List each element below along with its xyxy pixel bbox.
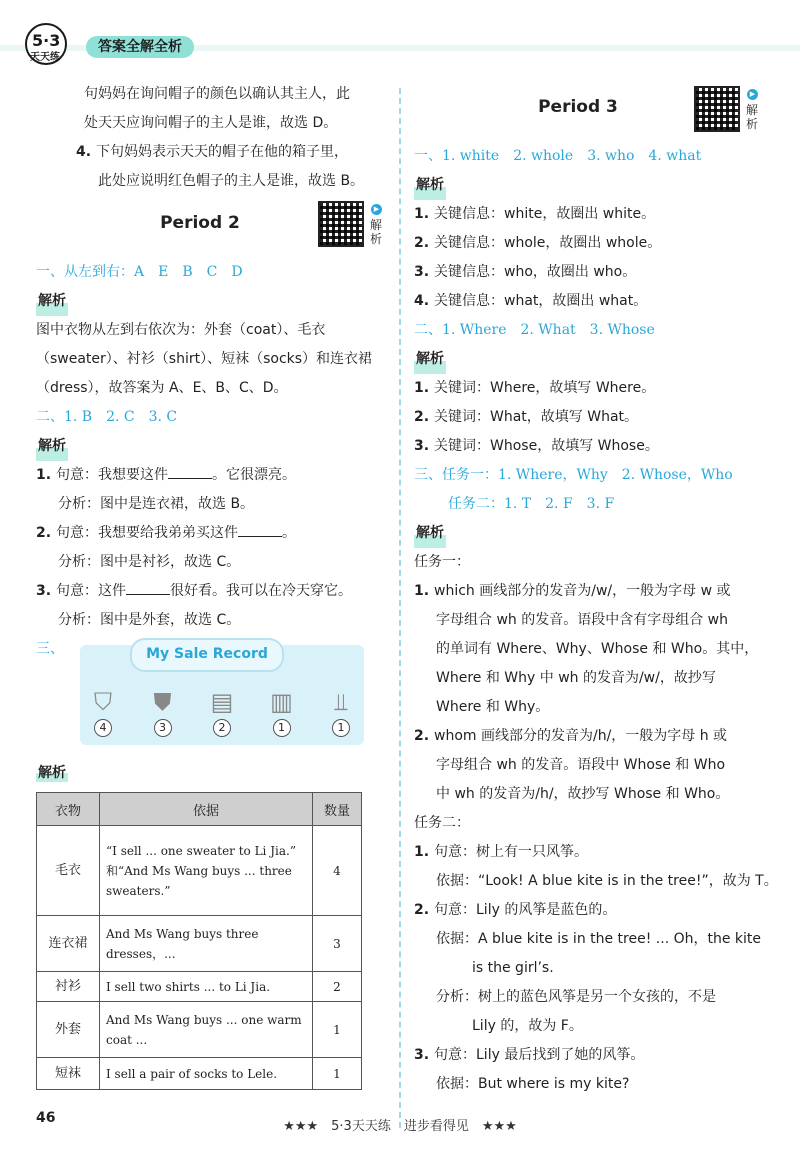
qr-code-icon[interactable] [318,201,364,247]
text-line: 关键信息：white，故圈出 white。 [434,206,656,222]
question-text: 。 [282,525,296,541]
sale-item [203,688,241,737]
table-cell-basis: And Ms Wang buys three dresses，... [100,916,313,972]
item-number: 1. [414,206,430,222]
question-text: 句意：树上有一只风筝。 [434,844,588,860]
item-number: 1. [36,467,52,483]
qr-label: 解析 [746,103,759,131]
table-cell-item: 短袜 [37,1058,100,1090]
sale-item [263,688,301,737]
table-row [37,826,362,916]
sale-record-title: My Sale Record [130,638,284,672]
item-number: 2. [414,902,430,918]
item-number: 3. [414,1047,430,1063]
text-line: 关键信息：who，故圈出 who。 [434,264,637,280]
jiexi-heading: 解析 [414,519,446,548]
item-number: 2. [414,409,430,425]
right-content [414,142,784,1099]
socks-icon: ⫫ [334,688,348,716]
table-cell-basis: I sell a pair of socks to Lele. [100,1058,313,1090]
item-number: 1. [414,583,430,599]
table-cell-count: 3 [313,916,362,972]
text-line: 关键信息：whole，故圈出 whole。 [434,235,662,251]
count-badge: 2 [213,719,231,737]
section-3-answer: 任务二：1. T 2. F 3. F [448,496,615,512]
jiexi-heading: 解析 [36,762,68,782]
sale-item [144,688,182,737]
text-line: which 画线部分的发音为/w/，一般为字母 w 或 [434,583,731,599]
item-number: 1. [414,844,430,860]
period-2-title: Period 2 [160,213,240,233]
count-badge: 1 [273,719,291,737]
jiexi-heading: 解析 [36,287,68,316]
table-row [37,1002,362,1058]
svg-text:5·3: 5·3 [32,31,61,50]
section-3-label: 三、 [36,641,64,657]
question-text: 句意：Lily 最后找到了她的风筝。 [434,1047,645,1063]
text-line: Where 和 Why。 [436,699,550,715]
table-cell-count: 4 [313,826,362,916]
sale-items-row [84,688,360,737]
header-brand-label: 答案全解全析 [86,36,194,58]
text-line: 字母组合 wh 的发音。语段中含有字母组合 wh [436,612,728,628]
table-cell-basis: And Ms Wang buys ... one warm coat ... [100,1002,313,1058]
text-line: 关键词：What，故填写 What。 [434,409,639,425]
table-cell-item: 毛衣 [37,826,100,916]
section-1-answer: 一、1. white 2. whole 3. who 4. what [414,148,702,164]
basis-text: 依据：A blue kite is in the tree! ... Oh，the kite [436,931,762,947]
left-item-4 [76,138,396,196]
answer-blank [126,580,170,595]
item-number: 4. [414,293,430,309]
analysis-text: 分析：图中是衬衫，故选 C。 [58,554,241,570]
item-number: 3. [414,438,430,454]
item-number: 4. [76,144,92,160]
item-number: 1. [414,380,430,396]
text-line: （sweater）、衬衫（shirt）、短袜（socks）和连衣裙 [36,351,373,367]
brand-logo [22,22,80,70]
play-icon: ▶ [747,89,758,100]
question-text: 句意：Lily 的风筝是蓝色的。 [434,902,617,918]
footer-slogan: ★★★ 5·3天天练 进步看得见 ★★★ [283,1119,517,1134]
question-text: 很好看。我可以在冷天穿它。 [170,583,352,599]
table-row [37,916,362,972]
basis-text: is the girl’s. [472,960,554,976]
qr-label: 解析 [370,218,383,246]
text-line: 下句妈妈表示天天的帽子在他的箱子里， [96,144,348,160]
text-line: 句妈妈在询问帽子的颜色以确认其主人，此 [84,86,350,102]
question-text: 句意：我想要给我弟弟买这件 [56,525,238,541]
sweater-icon: ⛉ [94,688,112,716]
sale-record-table [36,792,362,1090]
play-icon: ▶ [371,204,382,215]
table-header: 数量 [313,793,362,826]
table-cell-count: 1 [313,1002,362,1058]
section-3-answer: 三、任务一：1. Where，Why 2. Whose，Who [414,467,733,483]
answer-blank [168,464,212,479]
table-header: 依据 [100,793,313,826]
item-number: 3. [36,583,52,599]
item-number: 3. [414,264,430,280]
sale-item [84,688,122,737]
section-1-answer: 一、从左到右：A E B C D [36,264,243,280]
section-2-answer: 二、1. Where 2. What 3. Whose [414,322,655,338]
task-1-title: 任务一： [414,554,470,570]
item-number: 2. [414,235,430,251]
table-header: 衣物 [37,793,100,826]
basis-text: 依据：But where is my kite? [436,1076,630,1092]
table-row [37,1058,362,1090]
column-divider [399,88,401,1128]
table-cell-item: 衬衫 [37,972,100,1002]
text-line: 关键词：Whose，故填写 Whose。 [434,438,659,454]
table-cell-basis: “I sell ... one sweater to Li Jia.” 和“And Ms Wang buys ... three sweaters.” [100,826,313,916]
question-text: 。它很漂亮。 [212,467,296,483]
coat-icon: ▥ [270,688,293,716]
svg-text:天天练: 天天练 [30,52,60,63]
analysis-text: 分析：图中是外套，故选 C。 [58,612,241,628]
jiexi-heading: 解析 [414,345,446,374]
section-2-answer: 二、1. B 2. C 3. C [36,409,178,425]
question-text: 句意：我想要这件 [56,467,168,483]
left-section-1 [36,258,391,664]
period-3-title: Period 3 [538,97,618,117]
page-number: 46 [36,1110,56,1126]
item-number: 2. [36,525,52,541]
analysis-text: 分析：树上的蓝色风筝是另一个女孩的，不是 [436,989,716,1005]
table-header-row [37,793,362,826]
table-cell-basis: I sell two shirts ... to Li Jia. [100,972,313,1002]
text-line: 图中衣物从左到右依次为：外套（coat）、毛衣 [36,322,326,338]
text-line: 此处应说明红色帽子的主人是谁，故选 B。 [98,173,365,189]
basis-text: 依据：“Look! A blue kite is in the tree!”，故为 T。 [436,873,778,889]
dress-icon: ⛊ [153,688,172,716]
table-cell-item: 外套 [37,1002,100,1058]
table-cell-count: 1 [313,1058,362,1090]
table-cell-count: 2 [313,972,362,1002]
text-line: （dress），故答案为 A、E、B、C、D。 [36,380,288,396]
text-line: 关键信息：what，故圈出 what。 [434,293,648,309]
count-badge: 4 [94,719,112,737]
left-top-text [62,80,392,138]
task-2-title: 任务二： [414,815,470,831]
jiexi-heading: 解析 [414,171,446,200]
text-line: Where 和 Why 中 wh 的发音为/w/，故抄写 [436,670,716,686]
text-line: 中 wh 的发音为/h/，故抄写 Whose 和 Who。 [436,786,730,802]
sale-item [322,688,360,737]
question-text: 句意：这件 [56,583,126,599]
jiexi-heading: 解析 [36,432,68,461]
qr-code-icon[interactable] [694,86,740,132]
text-line: 字母组合 wh 的发音。语段中 Whose 和 Who [436,757,726,773]
analysis-text: 分析：图中是连衣裙，故选 B。 [58,496,255,512]
text-line: 处天天应询问帽子的主人是谁，故选 D。 [84,115,338,131]
item-number: 2. [414,728,430,744]
answer-blank [238,522,282,537]
count-badge: 3 [154,719,172,737]
text-line: 关键词：Where，故填写 Where。 [434,380,656,396]
analysis-text: Lily 的，故为 F。 [472,1018,583,1034]
text-line: 的单词有 Where、Why、Whose 和 Who。其中， [436,641,759,657]
count-badge: 1 [332,719,350,737]
text-line: whom 画线部分的发音为/h/，一般为字母 h 或 [434,728,728,744]
shirt-icon: ▤ [210,688,234,716]
table-row [37,972,362,1002]
table-cell-item: 连衣裙 [37,916,100,972]
